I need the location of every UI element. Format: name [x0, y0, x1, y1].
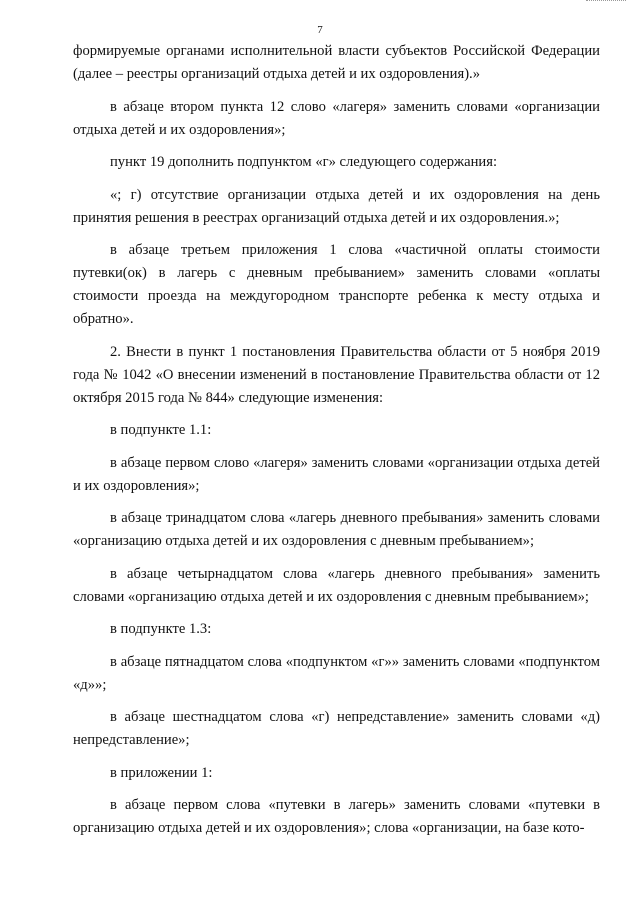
- paragraph: в абзаце первом слово «лагеря» заменить словами «организации отдыха детей и их оздоровления»;: [73, 454, 600, 494]
- document-body: [73, 40, 600, 850]
- paragraph: в приложении 1:: [110, 764, 213, 781]
- paragraph-item-2: 2. Внести в пункт 1 постановления Правительства области от 5 ноября 2019 года № 1042 «О внесении изменений в постановление Правительства области от 12 октября 2015 года № 844» следующие изменения:: [73, 343, 600, 406]
- paragraph-continuation: формируемые органами исполнительной власти субъектов Российской Федерации (далее – реестры организаций отдыха детей и их оздоровления).»: [73, 43, 600, 82]
- scan-corner-mark: [586, 0, 626, 4]
- paragraph: в абзаце третьем приложения 1 слова «частичной оплаты стоимости путевки(ок) в лагерь с дневным пребыванием» заменить словами «оплаты стоимости проезда на междугородном транспорте ребенка к месту отдыха и обратно».: [73, 242, 600, 327]
- paragraph: в абзаце первом слова «путевки в лагерь» заменить словами «путевки в организацию отдыха детей и их оздоровления»; слова «организации, на базе кото-: [73, 797, 600, 836]
- paragraph: «; г) отсутствие организации отдыха детей и их оздоровления на день принятия решения в реестрах организаций отдыха детей и их оздоровления.»;: [73, 186, 600, 226]
- page-number: 7: [317, 24, 323, 36]
- paragraph: в абзаце тринадцатом слова «лагерь дневного пребывания» заменить словами «организацию отдыха детей и их оздоровления с дневным пребыванием»;: [73, 510, 600, 549]
- paragraph: в абзаце втором пункта 12 слово «лагеря» заменить словами «организации отдыха детей и их оздоровления»;: [73, 98, 600, 138]
- paragraph: в абзаце пятнадцатом слова «подпунктом «г»» заменить словами «подпунктом «д»»;: [73, 653, 600, 693]
- paragraph: в подпункте 1.1:: [110, 422, 212, 438]
- paragraph: пункт 19 дополнить подпунктом «г» следующего содержания:: [110, 154, 497, 170]
- paragraph: в подпункте 1.3:: [110, 621, 212, 637]
- paragraph: в абзаце четырнадцатом слова «лагерь дневного пребывания» заменить словами «организацию отдыха детей и их оздоровления с дневным пребыванием»;: [73, 565, 600, 605]
- paragraph: в абзаце шестнадцатом слова «г) непредставление» заменить словами «д) непредставление»;: [73, 709, 600, 748]
